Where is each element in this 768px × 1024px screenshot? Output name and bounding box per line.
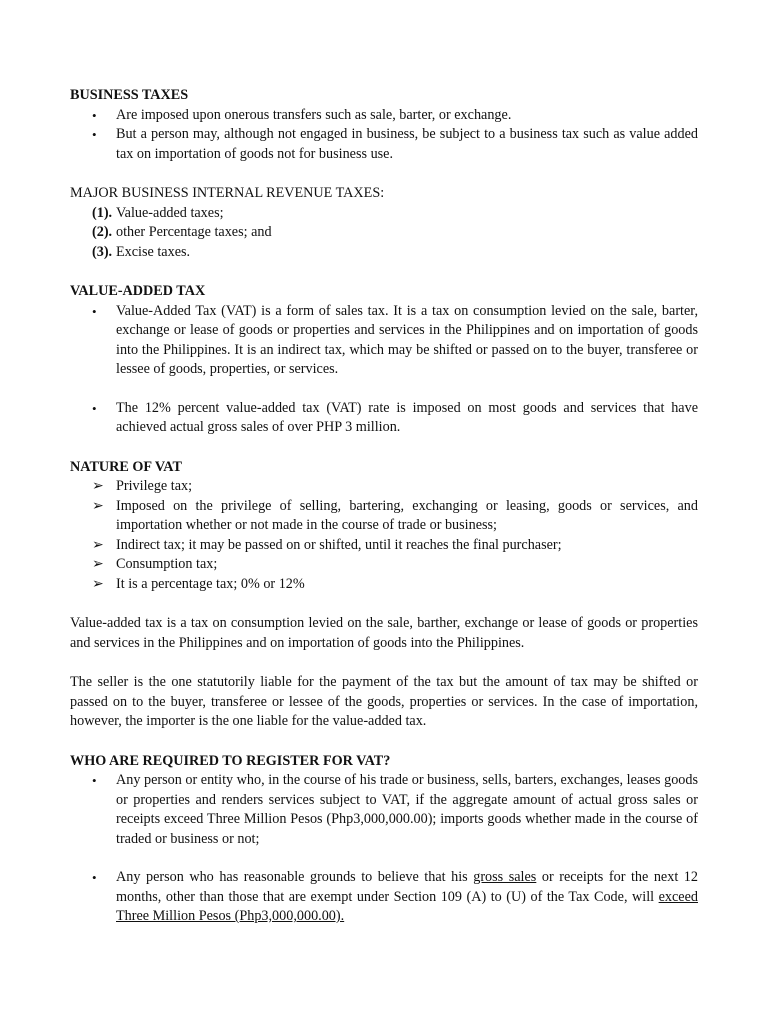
list-item — [70, 497, 698, 536]
list-item — [70, 477, 698, 497]
list-item — [70, 868, 698, 927]
bullet-icon: • — [92, 107, 97, 123]
text-segment: Any person who has reasonable grounds to believe that his — [116, 869, 474, 885]
arrow-bullet-icon: ➢ — [92, 575, 104, 592]
list-item-text: Imposed on the privilege of selling, bartering, exchanging or leasing, goods or services, and importation whether or not made in the course of trade or business; — [116, 497, 698, 533]
nature-list — [70, 477, 698, 594]
list-item-text: Value-added taxes; — [116, 204, 224, 221]
list-item — [70, 555, 698, 575]
underlined-text: exceed Three Million Pesos (Php3,000,000.00). — [116, 888, 698, 924]
list-item — [70, 771, 698, 849]
underlined-text: gross sales — [473, 869, 537, 885]
bullet-icon: • — [92, 127, 97, 142]
register-heading: WHO ARE REQUIRED TO REGISTER FOR VAT? — [70, 752, 391, 769]
list-item-text: Excise taxes. — [116, 243, 191, 260]
list-item — [70, 204, 698, 224]
nature-heading: NATURE OF VAT — [70, 458, 182, 475]
list-item-text: Consumption tax; — [116, 556, 218, 572]
vat-heading: VALUE-ADDED TAX — [70, 283, 206, 299]
text-segment: or receipts for the next 12 months, other than those that are exempt under Section 109 (A) to (U) of the Tax Code, will — [116, 869, 698, 905]
list-item-text: other Percentage taxes; and — [116, 224, 272, 240]
arrow-bullet-icon: ➢ — [92, 556, 104, 572]
seller-liability-paragraph: The seller is the one statutorily liable for the payment of the tax but the amount of tax may be shifted or passed on to the buyer, transferee or lessee of the goods, properties or services. In the case of importation, however, the importer is the one liable for the value-added tax. — [70, 674, 698, 729]
register-list — [70, 771, 698, 927]
document-page — [70, 86, 698, 927]
business-taxes-heading: BUSINESS TAXES — [70, 87, 189, 103]
list-number: (1). — [92, 204, 113, 221]
list-item-text: It is a percentage tax; 0% or 12% — [116, 575, 305, 592]
list-item — [70, 223, 698, 243]
list-item-text: Value-Added Tax (VAT) is a form of sales tax. It is a tax on consumption levied on the sale, barter, exchange or lease of goods or properties and services in the Philippines and on importation of goods into the Philippines. It is an indirect tax, which may be shifted or passed on to the buyer, transferee or lessee of goods, properties, or services. — [116, 302, 698, 377]
arrow-bullet-icon: ➢ — [92, 478, 104, 494]
vat-list — [70, 302, 698, 438]
business-taxes-list — [70, 106, 698, 165]
list-item-text: Privilege tax; — [116, 478, 193, 494]
list-number: (2). — [92, 224, 113, 240]
list-item-text: Indirect tax; it may be passed on or shifted, until it reaches the final purchaser; — [116, 536, 562, 553]
bullet-icon: • — [92, 400, 97, 416]
major-taxes-list — [70, 204, 698, 263]
list-item-text: But a person may, although not engaged in business, be subject to a business tax such as value added tax on importation of goods not for business use. — [116, 126, 698, 162]
list-item — [70, 575, 698, 595]
list-item-text: Are imposed upon onerous transfers such as sale, barter, or exchange. — [116, 106, 512, 123]
list-item-text: The 12% percent value-added tax (VAT) rate is imposed on most goods and services that have achieved actual gross sales of over PHP 3 million. — [116, 399, 698, 435]
bullet-icon: • — [92, 303, 97, 319]
list-item — [70, 106, 698, 126]
bullet-icon: • — [92, 773, 97, 788]
list-item — [70, 243, 698, 263]
arrow-bullet-icon: ➢ — [92, 536, 104, 553]
list-number: (3). — [92, 243, 113, 260]
list-item-text: Any person or entity who, in the course of his trade or business, sells, barters, exchanges, leases goods or properties and renders services subject to VAT, if the aggregate amount of actual gross sales or receipts exceed Three Million Pesos (Php3,000,000.00); imports goods whether made in the course of traded or business or not; — [116, 772, 698, 847]
list-item — [70, 302, 698, 380]
arrow-bullet-icon: ➢ — [92, 497, 104, 514]
major-taxes-heading: MAJOR BUSINESS INTERNAL REVENUE TAXES: — [70, 185, 385, 201]
bullet-icon: • — [92, 870, 97, 885]
vat-definition-paragraph: Value-added tax is a tax on consumption levied on the sale, barther, exchange or lease of goods or properties and services in the Philippines and on importation of goods into the Philippines. — [70, 615, 698, 651]
list-item — [70, 536, 698, 556]
list-item-text — [116, 869, 698, 924]
list-item — [70, 125, 698, 164]
list-item — [70, 399, 698, 438]
